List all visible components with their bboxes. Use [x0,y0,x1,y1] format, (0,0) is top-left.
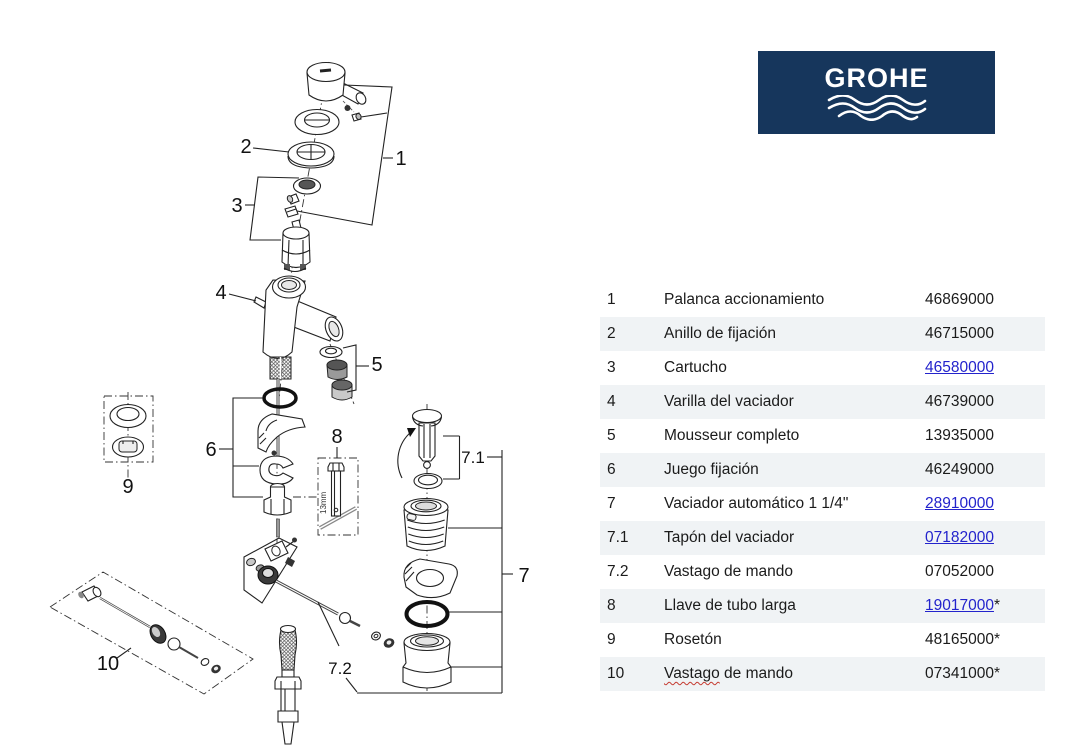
asterisk: * [993,665,1001,682]
table-row [600,419,1045,453]
part-index: 1 [607,291,616,308]
part-name: Rosetón [664,631,722,648]
part-number [925,597,1045,615]
part-number-text: 46739000 [925,393,994,410]
part-number [925,291,1045,309]
callout-3: 3 [231,195,243,217]
callout-7: 7 [518,565,530,587]
part-name: Palanca accionamiento [664,291,825,308]
part-index: 5 [607,427,616,444]
part-number-text: 46249000 [925,461,994,478]
part-number-text: 13935000 [925,427,994,444]
part-number [925,461,1045,479]
part-name: Tapón del vaciador [664,529,795,546]
part-number [925,665,1045,683]
part-name: Varilla del vaciador [664,393,794,410]
asterisk: * [993,597,1001,614]
tool-size-label: 13mm [319,491,328,514]
part-index: 3 [607,359,616,376]
part-name: Vastago de mando [664,563,793,580]
part-number-text: 07052000 [925,563,994,580]
table-row [600,623,1045,657]
part-name: Anillo de fijación [664,325,777,342]
part-index: 7.2 [607,563,629,580]
callout-5: 5 [371,354,383,376]
part-flex-hose [275,626,301,745]
part-number-text: 48165000 [925,631,994,648]
table-row [600,385,1045,419]
parts-table [600,283,1045,691]
table-row [600,453,1045,487]
part-index: 4 [607,393,616,410]
table-row [600,317,1045,351]
part-cartridge-screws [285,194,299,217]
grohe-logo-text: GROHE [824,62,929,93]
part-index: 8 [607,597,616,614]
part-number [925,325,1045,343]
part-name: Llave de tubo larga [664,597,796,614]
part-rosette [104,396,153,462]
part-number-link[interactable]: 46580000 [925,359,994,376]
part-cartridge [282,220,310,272]
part-number [925,495,1045,513]
callout-7-1: 7.1 [461,448,485,467]
table-row [600,487,1045,521]
part-number-text: 07341000 [925,665,994,682]
table-row [600,521,1045,555]
callout-8: 8 [331,426,343,448]
table-row [600,283,1045,317]
callout-2: 2 [240,136,252,158]
callout-7-2: 7.2 [328,659,352,678]
part-drain-flange [404,499,448,551]
grohe-waves-icon [825,95,929,121]
part-fixing-ring [288,142,334,168]
grohe-logo [758,51,995,134]
part-number-link[interactable]: 28910000 [925,495,994,512]
part-number-text: 46869000 [925,291,994,308]
part-long-rod [50,572,253,694]
asterisk: * [993,631,1001,648]
part-index: 7 [607,495,616,512]
part-index: 10 [607,665,625,682]
part-name: Mousseur completo [664,427,800,444]
table-row [600,351,1045,385]
part-cap-ring [295,110,339,135]
part-number [925,427,1045,445]
table-row [600,555,1045,589]
misspelled-word: Vastago [664,665,720,682]
part-small-ring [294,178,321,194]
callout-4: 4 [215,282,227,304]
table-row [600,589,1045,623]
part-index: 6 [607,461,616,478]
callout-10: 10 [96,653,120,675]
part-name: Juego fijación [664,461,759,478]
part-index: 9 [607,631,616,648]
part-name: Vaciador automático 1 1/4" [664,495,849,512]
part-socket-wrench [318,458,358,535]
part-number [925,631,1045,649]
part-handle-screws [343,101,362,121]
callout-6: 6 [205,439,217,461]
part-index: 2 [607,325,616,342]
part-number-link[interactable]: 19017000 [925,597,994,614]
callout-1: 1 [395,148,407,170]
part-fixing-set [258,389,305,515]
part-number [925,359,1045,377]
part-drain-plug [398,410,442,489]
part-number [925,393,1045,411]
part-drain-trap [403,559,457,688]
part-name: Cartucho [664,359,727,376]
part-lever-handle [307,63,368,106]
part-number-link[interactable]: 07182000 [925,529,994,546]
table-row [600,657,1045,691]
part-name: Vastago de mando [664,665,793,682]
part-number [925,529,1045,547]
part-index: 7.1 [607,529,629,546]
part-number-text: 46715000 [925,325,994,342]
callout-9: 9 [122,476,134,498]
part-number [925,563,1045,581]
part-coupling-assembly [244,538,297,604]
